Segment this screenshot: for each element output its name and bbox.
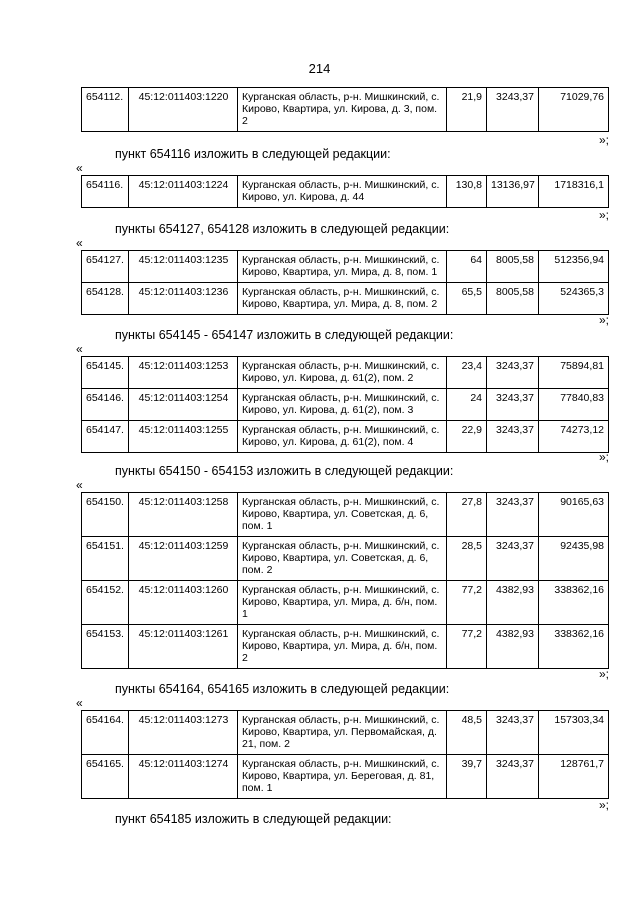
table-section-0 <box>81 87 609 132</box>
row-id: 654146. <box>82 389 129 421</box>
total: 74273,12 <box>539 421 609 453</box>
area: 27,8 <box>447 493 487 537</box>
open-quote-mark: « <box>76 342 83 356</box>
table-section-3 <box>81 356 609 453</box>
section-instruction: пункт 654185 изложить в следующей редакции: <box>115 812 392 826</box>
total: 77840,83 <box>539 389 609 421</box>
total: 90165,63 <box>539 493 609 537</box>
row-id: 654147. <box>82 421 129 453</box>
total: 75894,81 <box>539 357 609 389</box>
area: 22,9 <box>447 421 487 453</box>
address: Курганская область, р-н. Мишкинский, с. Кирово, ул. Кирова, д. 61(2), пом. 2 <box>238 357 447 389</box>
rate: 3243,37 <box>487 537 539 581</box>
address: Курганская область, р-н. Мишкинский, с. Кирово, Квартира, ул. Советская, д. 6, пом. 2 <box>238 537 447 581</box>
address: Курганская область, р-н. Мишкинский, с. Кирово, ул. Кирова, д. 61(2), пом. 4 <box>238 421 447 453</box>
total: 71029,76 <box>539 88 609 132</box>
row-id: 654145. <box>82 357 129 389</box>
address: Курганская область, р-н. Мишкинский, с. Кирово, Квартира, ул. Мира, д. 8, пом. 2 <box>238 283 447 315</box>
total: 512356,94 <box>539 251 609 283</box>
area: 24 <box>447 389 487 421</box>
cadastral-number: 45:12:011403:1255 <box>129 421 238 453</box>
table-row <box>82 711 609 755</box>
area: 64 <box>447 251 487 283</box>
table-section-1 <box>81 175 609 208</box>
total: 92435,98 <box>539 537 609 581</box>
row-id: 654127. <box>82 251 129 283</box>
section-instruction: пункты 654127, 654128 изложить в следующей редакции: <box>115 222 450 236</box>
cadastral-number: 45:12:011403:1273 <box>129 711 238 755</box>
cadastral-number: 45:12:011403:1236 <box>129 283 238 315</box>
cadastral-number: 45:12:011403:1220 <box>129 88 238 132</box>
total: 338362,16 <box>539 625 609 669</box>
row-id: 654151. <box>82 537 129 581</box>
cadastral-number: 45:12:011403:1260 <box>129 581 238 625</box>
area: 77,2 <box>447 581 487 625</box>
cadastral-number: 45:12:011403:1253 <box>129 357 238 389</box>
table-row <box>82 357 609 389</box>
table-row <box>82 755 609 799</box>
cadastral-number: 45:12:011403:1235 <box>129 251 238 283</box>
row-id: 654164. <box>82 711 129 755</box>
table-row <box>82 625 609 669</box>
page-number: 214 <box>308 61 331 76</box>
close-quote-mark: »; <box>598 313 609 327</box>
rate: 13136,97 <box>487 176 539 208</box>
address: Курганская область, р-н. Мишкинский, с. Кирово, Квартира, ул. Советская, д. 6, пом. 1 <box>238 493 447 537</box>
section-instruction: пункт 654116 изложить в следующей редакции: <box>115 147 391 161</box>
area: 21,9 <box>447 88 487 132</box>
open-quote-mark: « <box>76 478 83 492</box>
rate: 3243,37 <box>487 755 539 799</box>
address: Курганская область, р-н. Мишкинский, с. Кирово, Квартира, ул. Мира, д. б/н, пом. 1 <box>238 581 447 625</box>
rate: 3243,37 <box>487 711 539 755</box>
open-quote-mark: « <box>76 236 83 250</box>
rate: 4382,93 <box>487 625 539 669</box>
table-row <box>82 389 609 421</box>
address: Курганская область, р-н. Мишкинский, с. Кирово, ул. Кирова, д. 61(2), пом. 3 <box>238 389 447 421</box>
table-row <box>82 251 609 283</box>
table-row <box>82 88 609 132</box>
area: 28,5 <box>447 537 487 581</box>
table-section-2 <box>81 250 609 315</box>
row-id: 654165. <box>82 755 129 799</box>
rate: 8005,58 <box>487 283 539 315</box>
cadastral-number: 45:12:011403:1274 <box>129 755 238 799</box>
area: 130,8 <box>447 176 487 208</box>
area: 65,5 <box>447 283 487 315</box>
address: Курганская область, р-н. Мишкинский, с. Кирово, Квартира, ул. Мира, д. б/н, пом. 2 <box>238 625 447 669</box>
close-quote-mark: »; <box>598 208 609 222</box>
rate: 3243,37 <box>487 493 539 537</box>
area: 23,4 <box>447 357 487 389</box>
row-id: 654112. <box>82 88 129 132</box>
area: 77,2 <box>447 625 487 669</box>
open-quote-mark: « <box>76 696 83 710</box>
close-quote-mark: »; <box>598 798 609 812</box>
row-id: 654153. <box>82 625 129 669</box>
close-quote-mark: »; <box>598 667 609 681</box>
table-row <box>82 176 609 208</box>
total: 157303,34 <box>539 711 609 755</box>
rate: 3243,37 <box>487 357 539 389</box>
row-id: 654150. <box>82 493 129 537</box>
address: Курганская область, р-н. Мишкинский, с. Кирово, ул. Кирова, д. 44 <box>238 176 447 208</box>
address: Курганская область, р-н. Мишкинский, с. Кирово, Квартира, ул. Береговая, д. 81, пом. 1 <box>238 755 447 799</box>
close-quote-mark: »; <box>598 133 609 147</box>
table-row <box>82 421 609 453</box>
section-instruction: пункты 654164, 654165 изложить в следующей редакции: <box>115 682 450 696</box>
total: 128761,7 <box>539 755 609 799</box>
table-row <box>82 581 609 625</box>
table-section-5 <box>81 710 609 799</box>
section-instruction: пункты 654150 - 654153 изложить в следующей редакции: <box>115 464 454 478</box>
cadastral-number: 45:12:011403:1224 <box>129 176 238 208</box>
total: 524365,3 <box>539 283 609 315</box>
rate: 3243,37 <box>487 421 539 453</box>
rate: 3243,37 <box>487 389 539 421</box>
cadastral-number: 45:12:011403:1258 <box>129 493 238 537</box>
table-row <box>82 283 609 315</box>
table-row <box>82 537 609 581</box>
open-quote-mark: « <box>76 161 83 175</box>
cadastral-number: 45:12:011403:1261 <box>129 625 238 669</box>
address: Курганская область, р-н. Мишкинский, с. Кирово, Квартира, ул. Первомайская, д. 21, пом. 2 <box>238 711 447 755</box>
rate: 4382,93 <box>487 581 539 625</box>
total: 1718316,1 <box>539 176 609 208</box>
close-quote-mark: »; <box>598 450 609 464</box>
row-id: 654152. <box>82 581 129 625</box>
total: 338362,16 <box>539 581 609 625</box>
area: 39,7 <box>447 755 487 799</box>
table-section-4 <box>81 492 609 669</box>
cadastral-number: 45:12:011403:1259 <box>129 537 238 581</box>
area: 48,5 <box>447 711 487 755</box>
rate: 8005,58 <box>487 251 539 283</box>
row-id: 654116. <box>82 176 129 208</box>
rate: 3243,37 <box>487 88 539 132</box>
section-instruction: пункты 654145 - 654147 изложить в следующей редакции: <box>115 328 454 342</box>
address: Курганская область, р-н. Мишкинский, с. Кирово, Квартира, ул. Кирова, д. 3, пом. 2 <box>238 88 447 132</box>
row-id: 654128. <box>82 283 129 315</box>
address: Курганская область, р-н. Мишкинский, с. Кирово, Квартира, ул. Мира, д. 8, пом. 1 <box>238 251 447 283</box>
cadastral-number: 45:12:011403:1254 <box>129 389 238 421</box>
table-row <box>82 493 609 537</box>
